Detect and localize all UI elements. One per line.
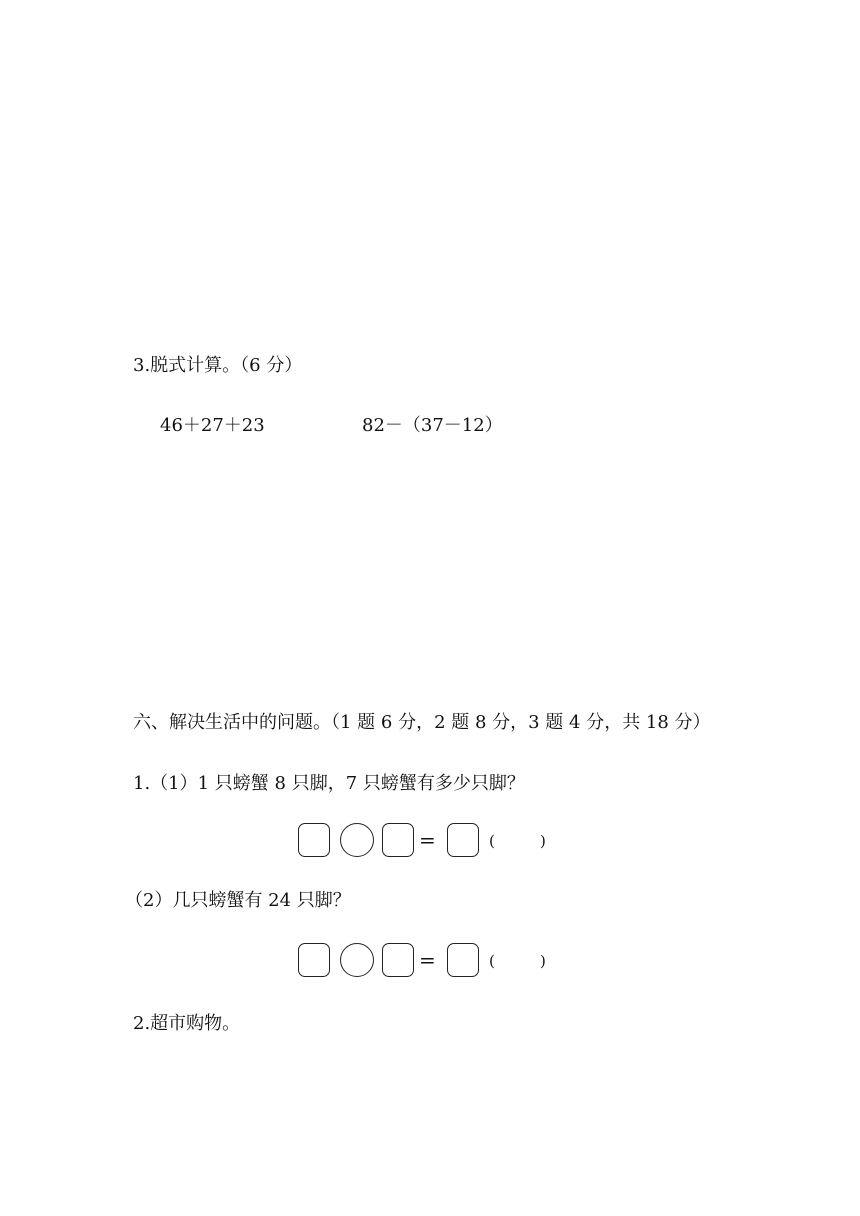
operator-circle[interactable] (340, 823, 374, 857)
section-6-heading: 六、解决生活中的问题。（1 题 6 分，2 题 8 分，3 题 4 分，共 18 分） (133, 712, 711, 733)
unit-paren-close: ) (540, 952, 546, 970)
expression-2: 82－（37－12） (362, 415, 503, 436)
equals-sign: = (419, 828, 436, 852)
expression-1: 46＋27＋23 (160, 415, 265, 436)
result-box[interactable] (447, 823, 479, 857)
result-box[interactable] (447, 943, 479, 977)
question-1-part-2: （2）几只螃蟹有 24 只脚？ (125, 890, 351, 911)
question-1-part-1: 1.（1）1 只螃蟹 8 只脚，7 只螃蟹有多少只脚？ (133, 773, 525, 794)
question-2-heading: 2.超市购物。 (133, 1013, 241, 1034)
answer-box[interactable] (298, 943, 330, 977)
question-3-heading: 3.脱式计算。（6 分） (133, 355, 303, 376)
answer-box[interactable] (382, 823, 414, 857)
answer-equation-1 (298, 823, 568, 863)
unit-paren-open: ( (489, 952, 495, 970)
operator-circle[interactable] (340, 943, 374, 977)
answer-box[interactable] (382, 943, 414, 977)
answer-box[interactable] (298, 823, 330, 857)
answer-equation-2 (298, 943, 568, 983)
unit-paren-close: ) (540, 832, 546, 850)
equals-sign: = (419, 948, 436, 972)
unit-paren-open: ( (489, 832, 495, 850)
